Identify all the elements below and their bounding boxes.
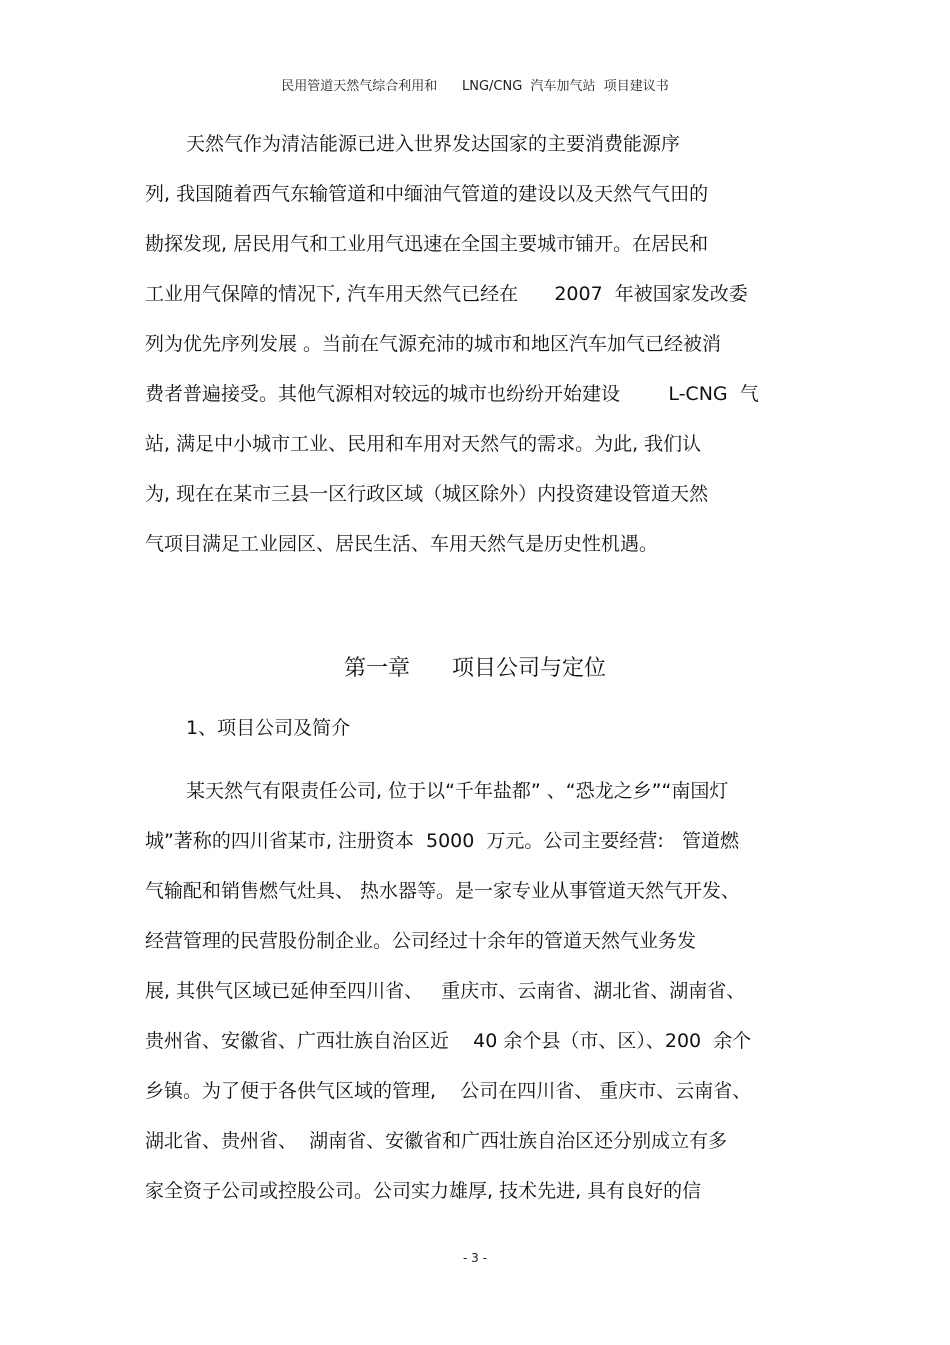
paragraph-line: 费者普遍接受。其他气源相对较远的城市也纷纷开始建设 L-CNG 气: [145, 383, 759, 405]
paragraph-line: 工业用气保障的情况下, 汽车用天然气已经在 2007 年被国家发改委: [145, 283, 748, 305]
chapter-title: 第一章 项目公司与定位: [344, 656, 606, 681]
paragraph-line: 气项目满足工业园区、居民生活、车用天然气是历史性机遇。: [145, 533, 659, 555]
paragraph-line: 为, 现在在某市三县一区行政区域（城区除外）内投资建设管道天然: [145, 483, 709, 505]
page-number: - 3 -: [463, 1251, 487, 1265]
paragraph-line: 乡镇。为了便于各供气区域的管理, 公司在四川省、 重庆市、云南省、: [145, 1080, 752, 1102]
paragraph-line: 列, 我国随着西气东输管道和中缅油气管道的建设以及天然气气田的: [145, 183, 709, 205]
paragraph-line: 气输配和销售燃气灶具、 热水器等。是一家专业从事管道天然气开发、: [145, 880, 741, 902]
paragraph-line: 经营管理的民营股份制企业。公司经过十余年的管道天然气业务发: [145, 930, 697, 952]
paragraph-line: 家全资子公司或控股公司。公司实力雄厚, 技术先进, 具有良好的信: [145, 1180, 702, 1202]
paragraph-line: 城”著称的四川省某市, 注册资本 5000 万元。公司主要经营: 管道燃: [145, 830, 739, 852]
paragraph-line: 贵州省、安徽省、广西壮族自治区近 40 余个县（市、区）、200 余个: [145, 1030, 752, 1052]
paragraph-line: 湖北省、贵州省、 湖南省、安徽省和广西壮族自治区还分别成立有多: [145, 1130, 728, 1152]
paragraph-line: 展, 其供气区域已延伸至四川省、 重庆市、云南省、湖北省、湖南省、: [145, 980, 746, 1002]
paragraph-line: 站, 满足中小城市工业、民用和车用对天然气的需求。为此, 我们认: [145, 433, 702, 455]
running-header: 民用管道天然气综合利用和 LNG/CNG 汽车加气站 项目建议书: [281, 79, 669, 94]
section-heading: 1、项目公司及简介: [186, 717, 351, 739]
paragraph-line: 天然气作为清洁能源已进入世界发达国家的主要消费能源序: [186, 133, 681, 155]
paragraph-line: 某天然气有限责任公司, 位于以“千年盐都” 、“恐龙之乡”“南国灯: [186, 780, 729, 802]
paragraph-line: 勘探发现, 居民用气和工业用气迅速在全国主要城市铺开。在居民和: [145, 233, 709, 255]
paragraph-line: 列为优先序列发展 。当前在气源充沛的城市和地区汽车加气已经被消: [145, 333, 722, 355]
